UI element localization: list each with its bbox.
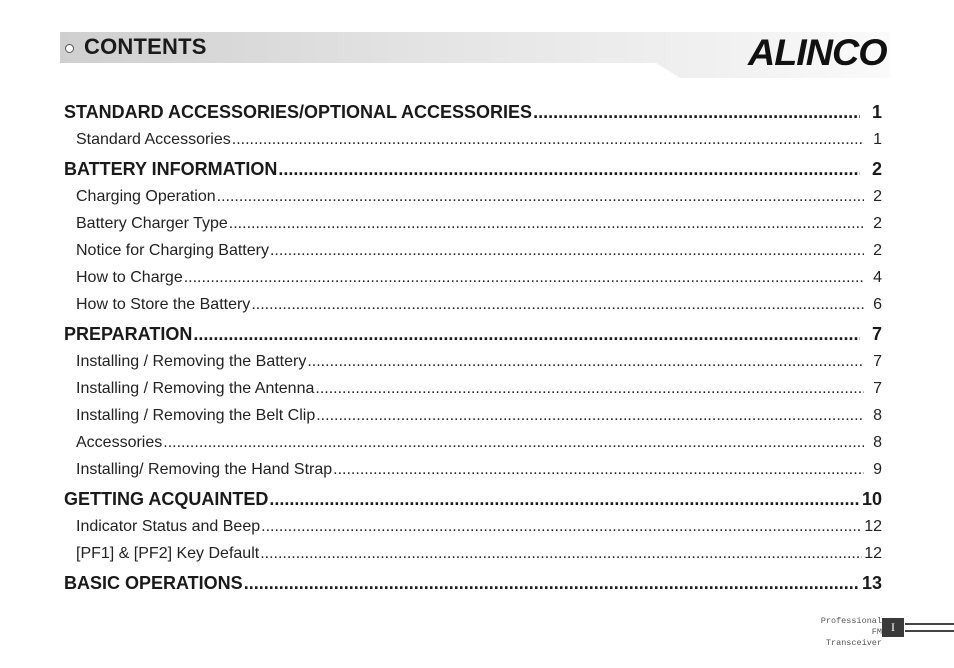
- toc-entry-label: Standard Accessories: [76, 131, 231, 148]
- toc-dot-leader: [251, 296, 864, 314]
- toc-entry-label: Notice for Charging Battery: [76, 242, 269, 259]
- toc-entry-label: Charging Operation: [76, 188, 216, 205]
- toc-entry-label: GETTING ACQUAINTED: [64, 489, 269, 509]
- footer-line1: Professional: [820, 616, 882, 626]
- toc-page-number: 1: [873, 131, 882, 148]
- toc-dot-leader: [307, 353, 864, 371]
- toc-section-entry: [64, 324, 882, 345]
- toc-page-number: 7: [871, 324, 882, 344]
- toc-page-number: 6: [873, 296, 882, 313]
- toc-dot-leader: [270, 242, 864, 260]
- toc-entry-label: [PF1] & [PF2] Key Default: [76, 545, 260, 562]
- toc-dot-leader: [260, 545, 862, 563]
- toc-subsection-entry: [76, 188, 882, 206]
- toc-page-number: 2: [873, 215, 882, 232]
- toc-subsection-entry: [76, 242, 882, 260]
- toc-entry-label: Installing/ Removing the Hand Strap: [76, 461, 333, 478]
- toc-page-number: 12: [864, 518, 882, 535]
- toc-subsection-entry: [76, 407, 882, 425]
- toc-section-entry: [64, 573, 882, 594]
- toc-page-number: 4: [873, 269, 882, 286]
- toc-entry-label: How to Store the Battery: [76, 296, 251, 313]
- toc-page-number: 8: [873, 434, 882, 451]
- toc-dot-leader: [269, 489, 860, 510]
- toc-subsection-entry: [76, 296, 882, 314]
- toc-dot-leader: [333, 461, 864, 479]
- toc-page-number: 2: [871, 159, 882, 179]
- toc-subsection-entry: [76, 269, 882, 287]
- toc-entry-label: BASIC OPERATIONS: [64, 573, 243, 593]
- toc-page-number: 13: [861, 573, 882, 593]
- toc-page-number: 10: [861, 489, 882, 509]
- toc-entry-label: Installing / Removing the Belt Clip: [76, 407, 316, 424]
- footer-rule-top: [905, 623, 954, 625]
- toc-entry-label: STANDARD ACCESSORIES/OPTIONAL ACCESSORIES: [64, 102, 533, 122]
- toc-dot-leader: [229, 215, 864, 233]
- toc-subsection-entry: [76, 545, 882, 563]
- toc-page-number: 9: [873, 461, 882, 478]
- toc-dot-leader: [184, 269, 864, 287]
- toc-section-entry: [64, 159, 882, 180]
- toc-subsection-entry: [76, 434, 882, 452]
- header-band: [60, 32, 890, 78]
- footer-line2: FM Transceiver: [825, 627, 882, 648]
- toc-subsection-entry: [76, 353, 882, 371]
- toc-dot-leader: [193, 324, 860, 345]
- footer-rule-bottom: [905, 630, 954, 632]
- toc-page-number: 7: [873, 380, 882, 397]
- toc-dot-leader: [315, 380, 864, 398]
- toc-section-entry: [64, 489, 882, 510]
- footer-product-label: [816, 616, 882, 649]
- toc-subsection-entry: [76, 518, 882, 536]
- toc-entry-label: How to Charge: [76, 269, 183, 286]
- page-title: CONTENTS: [84, 34, 207, 59]
- toc-dot-leader: [261, 518, 862, 536]
- brand-logo: ALINCO: [748, 32, 887, 73]
- toc-subsection-entry: [76, 380, 882, 398]
- toc-entry-label: PREPARATION: [64, 324, 193, 344]
- toc-entry-label: BATTERY INFORMATION: [64, 159, 278, 179]
- toc-dot-leader: [533, 102, 860, 123]
- page-number: I: [882, 618, 904, 637]
- toc-entry-label: Accessories: [76, 434, 163, 451]
- toc-dot-leader: [163, 434, 864, 452]
- toc-entry-label: Installing / Removing the Antenna: [76, 380, 315, 397]
- toc-dot-leader: [244, 573, 860, 594]
- toc-dot-leader: [278, 159, 860, 180]
- toc-page-number: 7: [873, 353, 882, 370]
- toc-entry-label: Installing / Removing the Battery: [76, 353, 307, 370]
- toc-page-number: 8: [873, 407, 882, 424]
- toc-subsection-entry: [76, 215, 882, 233]
- toc-subsection-entry: [76, 131, 882, 149]
- toc-section-entry: [64, 102, 882, 123]
- toc-subsection-entry: [76, 461, 882, 479]
- circle-bullet-icon: [65, 44, 74, 53]
- toc-page-number: 2: [873, 188, 882, 205]
- toc-page-number: 1: [871, 102, 882, 122]
- toc-entry-label: Battery Charger Type: [76, 215, 228, 232]
- toc-dot-leader: [232, 131, 864, 149]
- toc-page-number: 12: [864, 545, 882, 562]
- toc-dot-leader: [217, 188, 864, 206]
- toc-page-number: 2: [873, 242, 882, 259]
- toc-dot-leader: [316, 407, 864, 425]
- toc-entry-label: Indicator Status and Beep: [76, 518, 261, 535]
